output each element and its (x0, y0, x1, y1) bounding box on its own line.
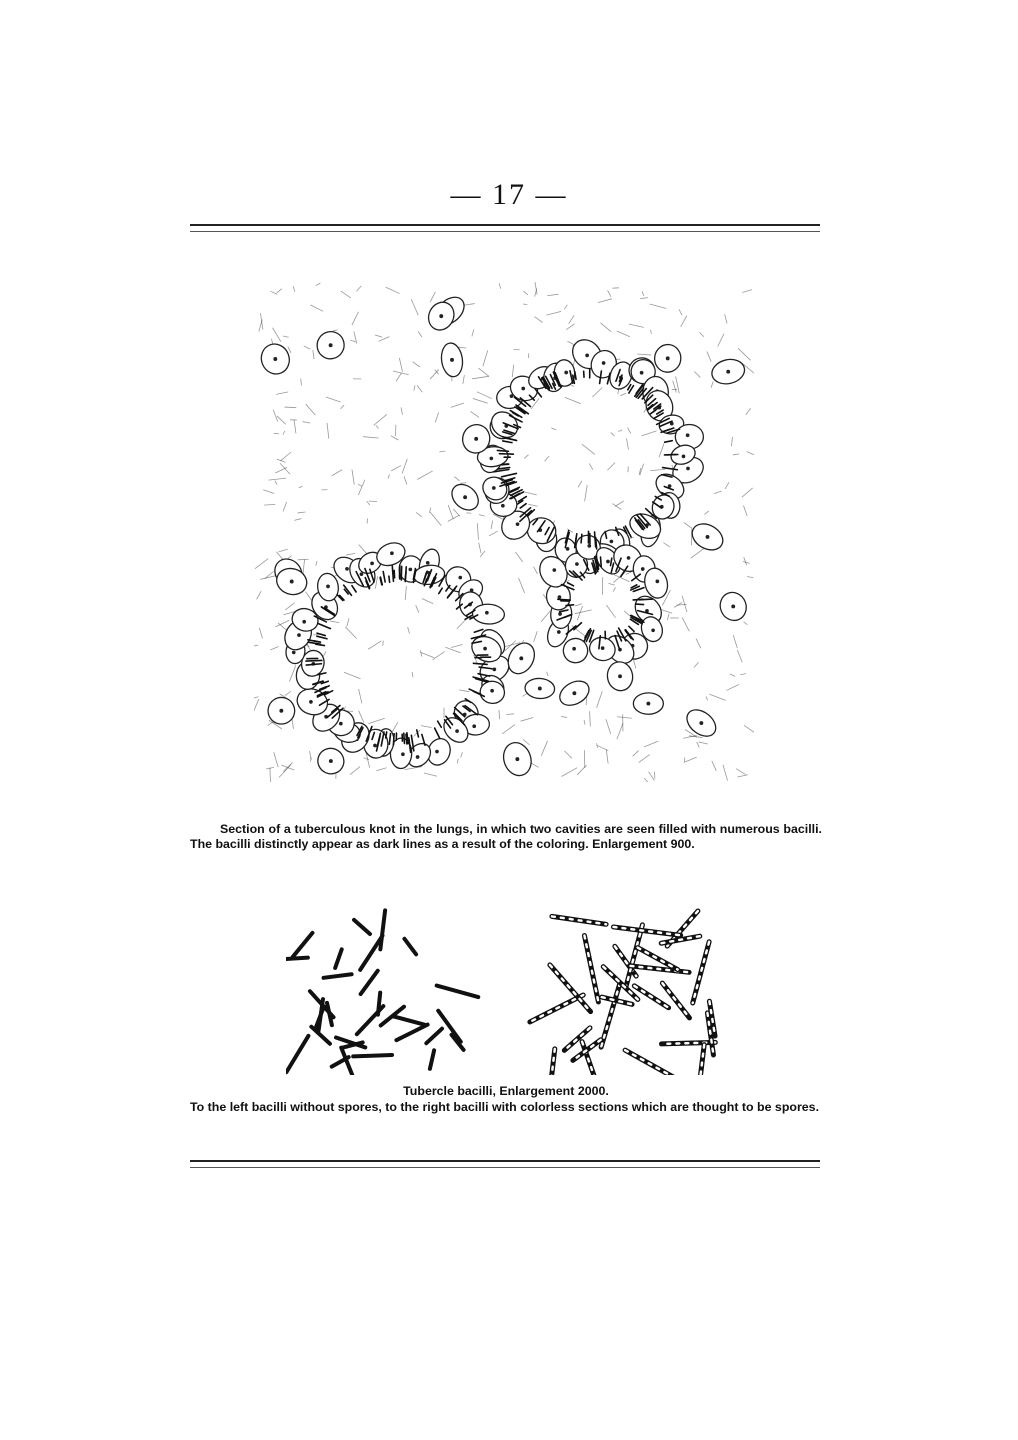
figure-2-caption-body: To the left bacilli without spores, to the right bacilli with colorless sections which are thought to be spores. (190, 1100, 820, 1114)
lung-section-illustration (254, 282, 754, 782)
figure-2-caption-title: Tubercle bacilli, Enlargement 2000. (403, 1084, 609, 1098)
figure-1-caption: Section of a tuberculous knot in the lungs, in which two cavities are seen filled with numerous bacilli. The bacilli distinctly appear as dark lines as a result of the coloring. Enlargement 900. (190, 822, 822, 851)
tubercle-bacilli-illustration (286, 895, 746, 1075)
top-rule (190, 224, 820, 232)
bottom-rule (190, 1160, 820, 1168)
bacilli-without-spores (286, 910, 478, 1075)
bacilli-with-spores (530, 911, 715, 1075)
page-number: — 17 — (450, 178, 568, 211)
